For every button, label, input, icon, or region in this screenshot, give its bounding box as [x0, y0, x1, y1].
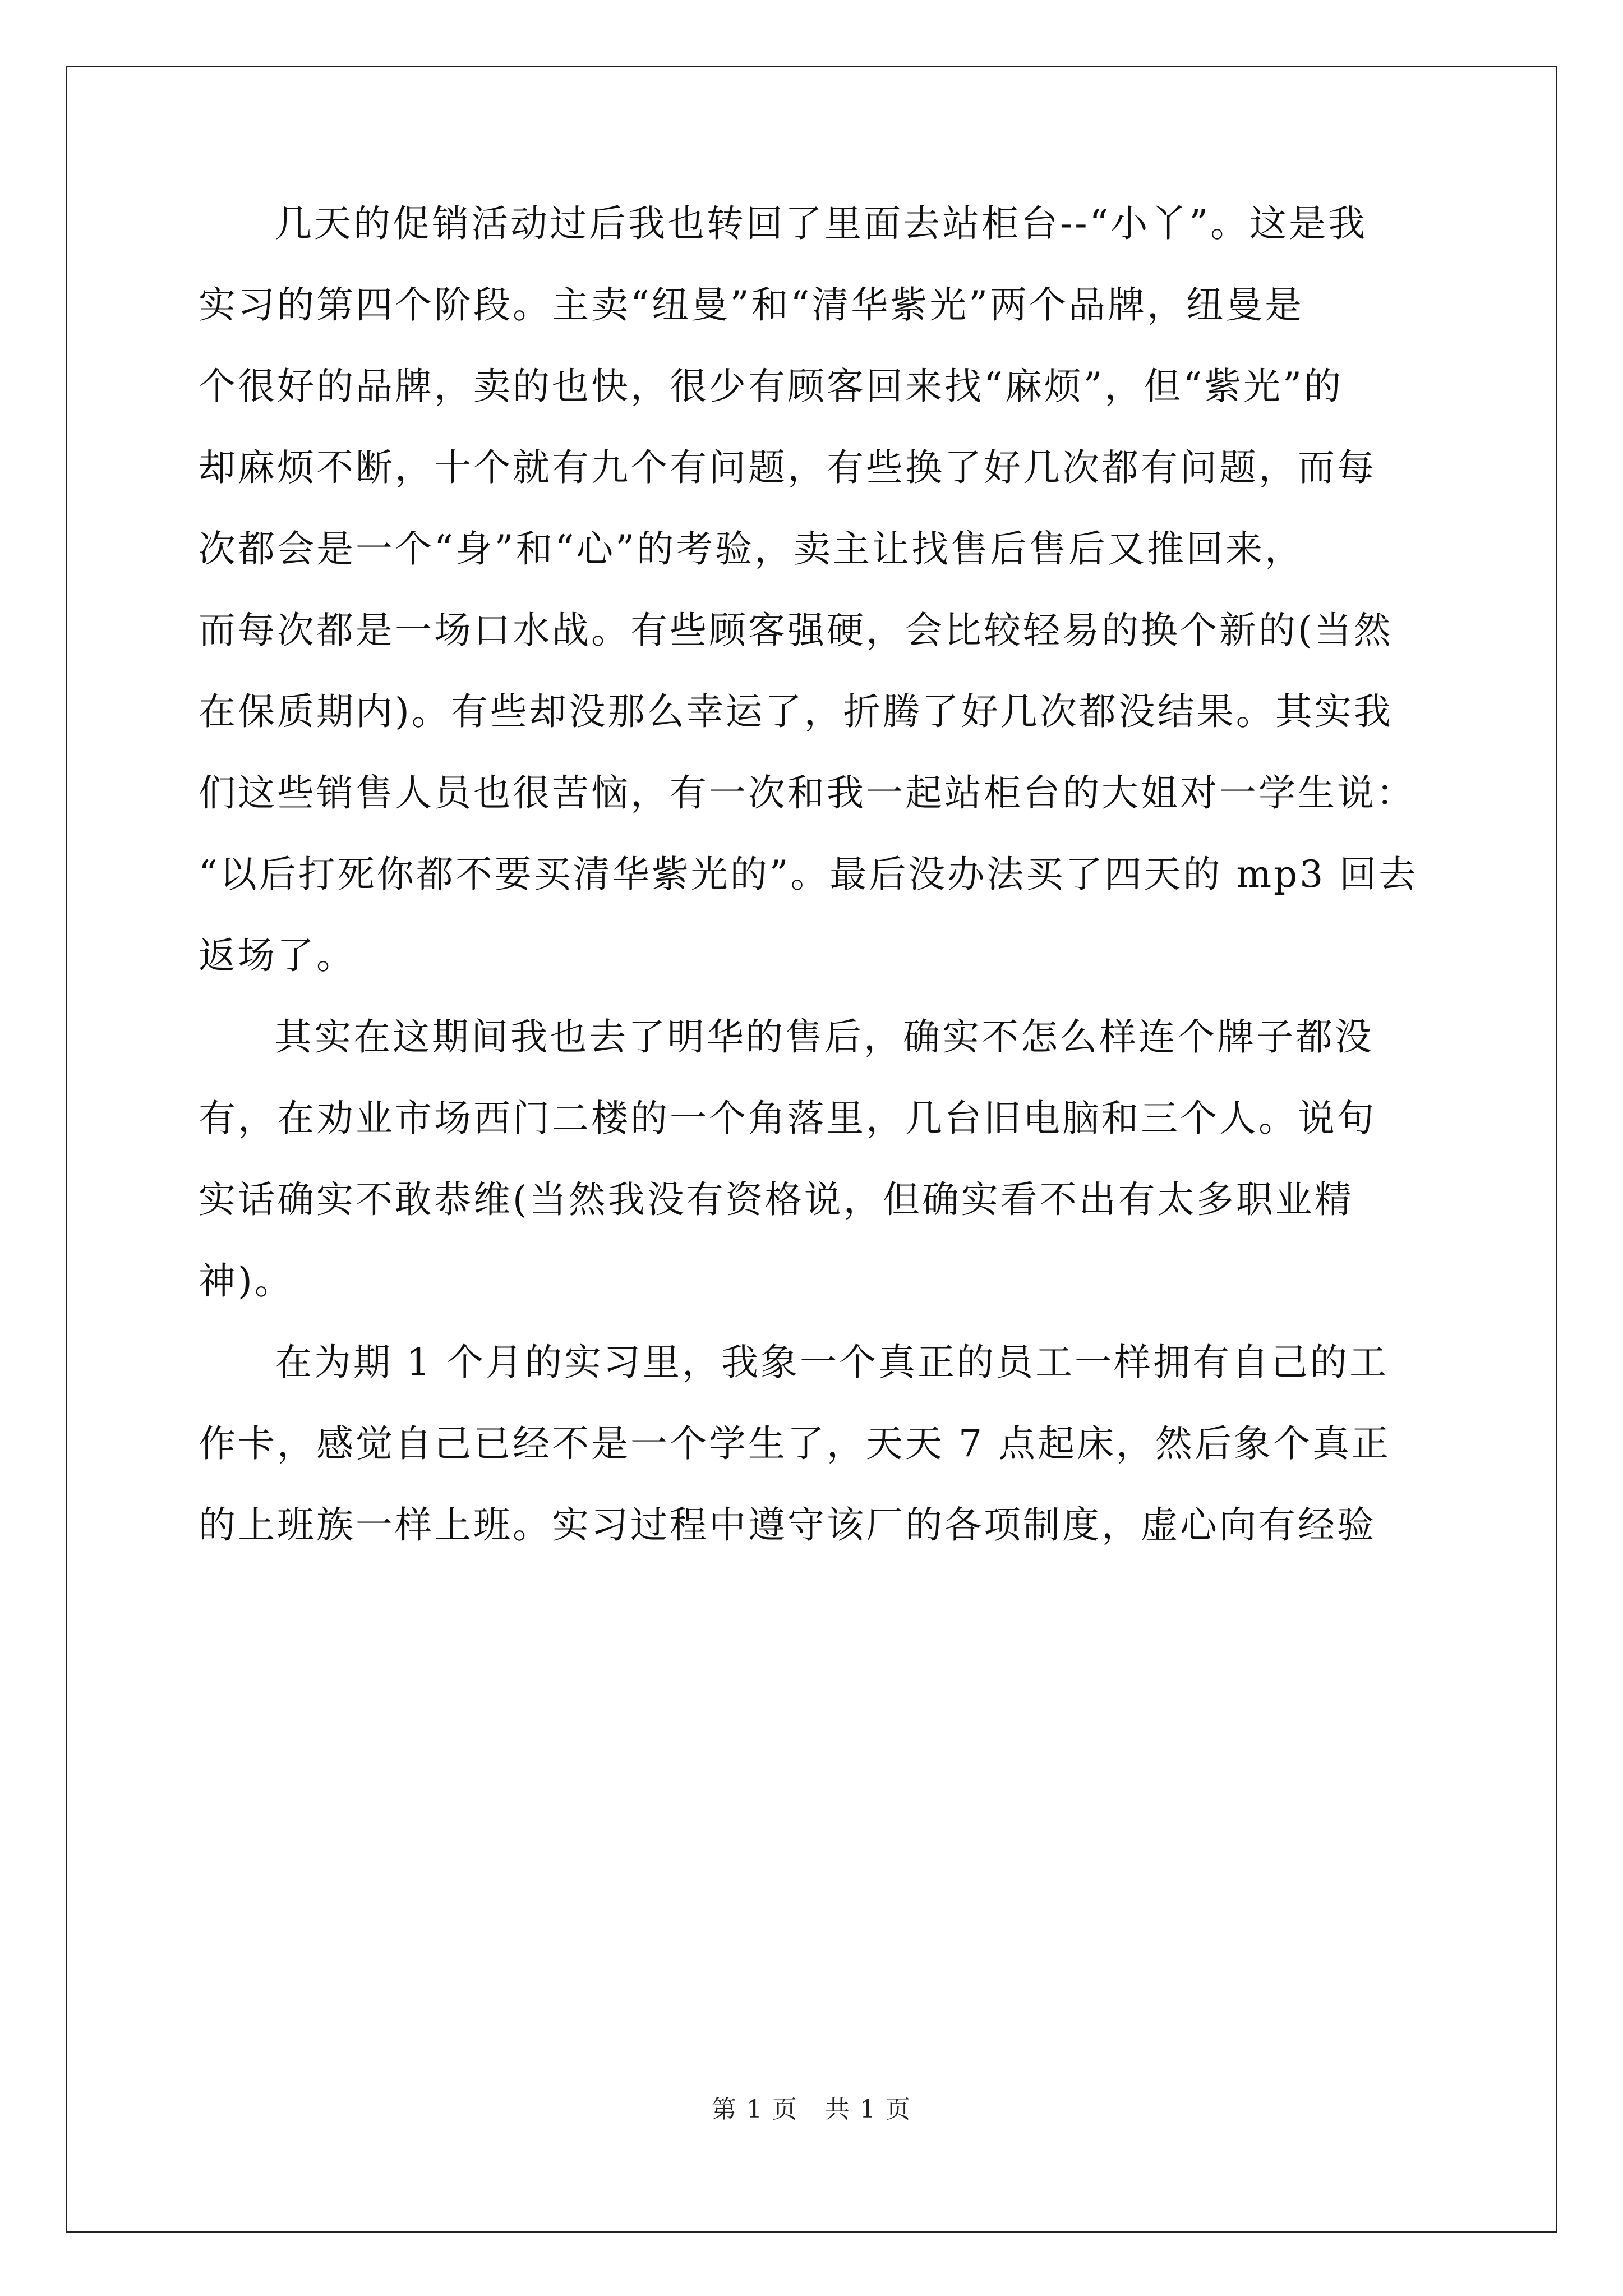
- text-line: 其实在这期间我也去了明华的售后，确实不怎么样连个牌子都没: [275, 1015, 1374, 1059]
- paragraph-1: [199, 202, 1432, 1022]
- text-line: 们这些销售人员也很苦恼，有一次和我一起站柜台的大姐对一学生说：: [199, 771, 1415, 815]
- text-line: 的上班族一样上班。实习过程中遵守该厂的各项制度，虚心向有经验: [199, 1503, 1376, 1547]
- page-number-total: 共 1 页: [825, 2095, 911, 2124]
- paragraph-3: [199, 1341, 1432, 1591]
- text-line: “以后打死你都不要买清华紫光的”。最后没办法买了四天的 mp3 回去: [199, 853, 1418, 896]
- text-line: 神)。: [199, 1259, 294, 1303]
- text-line: 有，在劝业市场西门二楼的一个角落里，几台旧电脑和三个人。说句: [199, 1097, 1376, 1140]
- text-line: 个很好的品牌，卖的也快，很少有顾客回来找“麻烦”，但“紫光”的: [199, 365, 1343, 408]
- text-line: 几天的促销活动过后我也转回了里面去站柜台--“小丫”。这是我: [275, 202, 1368, 245]
- page-footer: [0, 2089, 1623, 2125]
- page-number-current: 第 1 页: [712, 2095, 798, 2124]
- text-line: 作卡，感觉自己已经不是一个学生了，天天 7 点起床，然后象个真正: [199, 1422, 1391, 1465]
- text-line: 在保质期内)。有些却没那么幸运了，折腾了好几次都没结果。其实我: [199, 690, 1393, 733]
- text-line: 在为期 1 个月的实习里，我象一个真正的员工一样拥有自己的工: [275, 1341, 1389, 1384]
- text-line: 而每次都是一场口水战。有些顾客强硬，会比较轻易的换个新的(当然: [199, 609, 1393, 652]
- text-line: 返场了。: [199, 934, 356, 977]
- text-line: 实习的第四个阶段。主卖“纽曼”和“清华紫光”两个品牌，纽曼是: [199, 283, 1304, 326]
- document-body: [199, 202, 1432, 1591]
- text-line: 次都会是一个“身”和“心”的考验，卖主让找售后售后又推回来，: [199, 527, 1304, 570]
- paragraph-2: [199, 1015, 1432, 1347]
- text-line: 实话确实不敢恭维(当然我没有资格说，但确实看不出有太多职业精: [199, 1178, 1354, 1221]
- text-line: 却麻烦不断，十个就有九个有问题，有些换了好几次都有问题，而每: [199, 446, 1376, 489]
